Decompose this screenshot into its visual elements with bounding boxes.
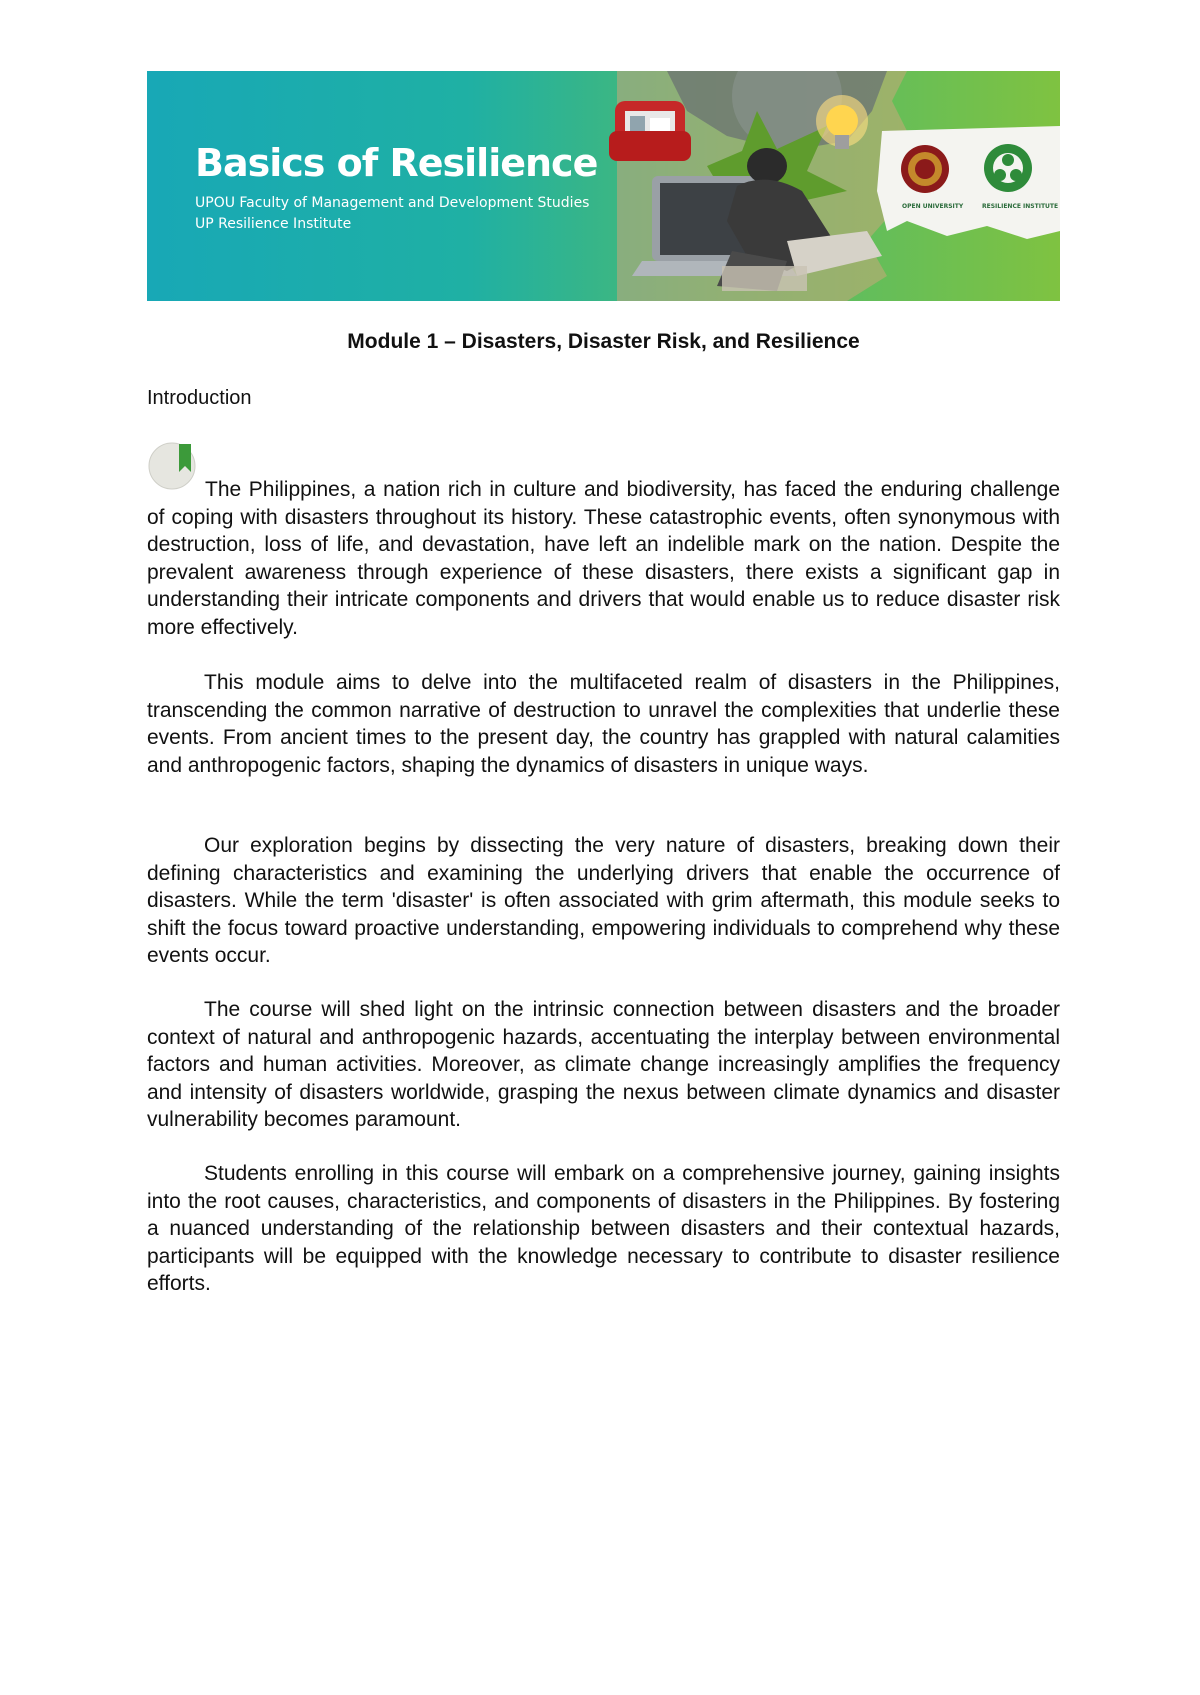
banner-subtitle-faculty: UPOU Faculty of Management and Development Studies — [195, 195, 590, 211]
intro-paragraph-4: The course will shed light on the intrinsic connection between disasters and the broader context of natural and anthropogenic hazards, accentuating the interplay between environmental factors and human activities. Moreover, as climate change increasingly amplifies the frequency and intensity of disasters worldwide, grasping the nexus between climate dynamics and disaster vulnerability becomes paramount. — [147, 998, 1060, 1132]
emergency-kit-icon — [609, 101, 691, 161]
banner-subtitle-institute: UP Resilience Institute — [195, 216, 352, 232]
intro-paragraph-5: Students enrolling in this course will embark on a comprehensive journey, gaining insights into the root causes, characteristics, and components of disasters in the Philippines. By fostering a nuanced understanding of the relationship between disasters and their contextual hazards, participants will be equipped with the knowledge necessary to contribute to disaster resilience efforts. — [147, 1162, 1060, 1296]
intro-paragraph-3: Our exploration begins by dissecting the very nature of disasters, breaking down their defining characteristics and examining the underlying drivers that enable the occurrence of disasters. While the term 'disaster' is often associated with grim aftermath, this module seeks to shift the focus toward proactive understanding, empowering individuals to comprehend why these events occur. — [147, 834, 1060, 968]
module-title: Module 1 – Disasters, Disaster Risk, and Resilience — [347, 330, 860, 353]
section-label-introduction: Introduction — [147, 387, 252, 409]
intro-paragraph-2: This module aims to delve into the multifaceted realm of disasters in the Philippines, transcending the common narrative of destruction to unravel the complexities that underlie these events. From ancient times to the present day, the country has grappled with natural calamities and anthropogenic factors, shaping the dynamics of disasters in unique ways. — [147, 671, 1060, 777]
course-banner — [147, 71, 1060, 301]
logo-paper — [877, 126, 1060, 239]
svg-text:OPEN UNIVERSITY: OPEN UNIVERSITY — [902, 203, 964, 210]
svg-text:RESILIENCE INSTITUTE: RESILIENCE INSTITUTE — [982, 203, 1059, 210]
banner-title: Basics of Resilience — [195, 141, 598, 185]
intro-paragraph-1: The Philippines, a nation rich in culture and biodiversity, has faced the enduring challenge of coping with disasters throughout its history. These catastrophic events, often synonymous with destruction, loss of life, and devastation, have left an indelible mark on the nation. Despite the prevalent awareness through experience of these disasters, there exists a significant gap in understanding their intricate components and drivers that would enable us to reduce disaster risk more effectively. — [147, 478, 1060, 639]
banner-collage — [147, 71, 1060, 301]
